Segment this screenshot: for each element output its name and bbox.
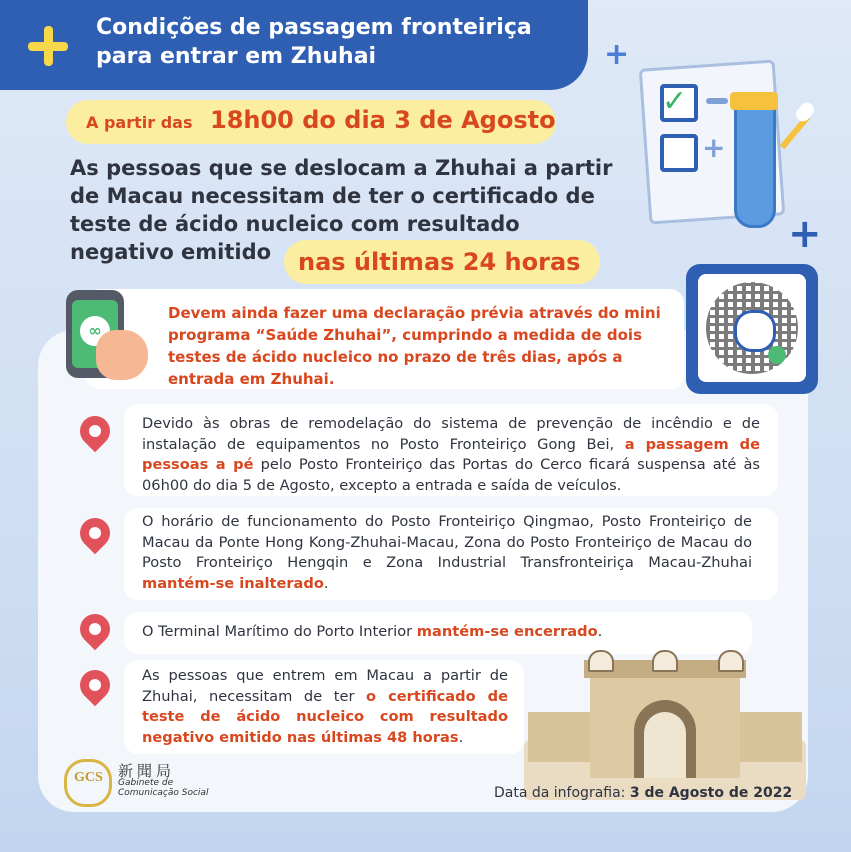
infographic-date: [494, 785, 792, 801]
logo-line-2: Comunicação Social: [118, 788, 209, 798]
declaration-text: Devem ainda fazer uma declaração prévia através do mini programa “Saúde Zhuhai”, cumprindo a medida de dois testes de ácido nucleico no prazo de três dias, após a entrada em Zhuhai.: [168, 304, 661, 388]
logo-initials: GCS: [74, 770, 103, 785]
checkmark-icon: ✓: [662, 84, 688, 119]
logo-line-1: Gabinete de: [118, 778, 174, 788]
dome-icon: [652, 650, 678, 672]
date-value: 3 de Agosto de 2022: [629, 785, 793, 801]
mini-program-icon: ∞: [80, 316, 110, 346]
date-prefix: A partir das: [86, 113, 193, 132]
qr-center-logo: [734, 310, 776, 352]
dash-icon: [706, 98, 728, 104]
hand-illustration: [96, 330, 148, 380]
dome-icon: [588, 650, 614, 672]
swab-tip: [793, 100, 817, 124]
hours-highlight: nas últimas 24 horas: [298, 248, 581, 276]
plus-icon: +: [788, 211, 822, 257]
title-line-1: Condições de passagem fronteiriça: [96, 15, 532, 40]
test-tube-cap: [730, 92, 778, 110]
title-line-2: para entrar em Zhuhai: [96, 44, 377, 69]
test-tube-icon: [734, 104, 776, 228]
building-wing: [736, 712, 802, 762]
date-label: Data da infografia:: [494, 785, 626, 801]
building-wing: [528, 712, 594, 762]
item-text: Devido às obras de remodelação do sistema de prevenção de incêndio e de instalação de equipamentos no Posto Fronteiriço Gong Bei, a passagem de pessoas a pé pelo Posto Fronteiriço das Portas do Cerco ficará suspensa até às 06h00 do dia 5 de Agosto, excepto a entrada e saída de veículos.: [142, 415, 761, 494]
logo-name: [118, 778, 208, 798]
plus-icon: +: [702, 131, 726, 164]
checkbox-icon: [660, 134, 698, 172]
date-value: 18h00 do dia 3 de Agosto: [210, 106, 556, 134]
plus-icon: [28, 26, 68, 66]
intro-text: As pessoas que se deslocam a Zhuhai a partir de Macau necessitam de ter o certificado de teste de ácido nucleico com resultado negativo emitido: [70, 156, 613, 264]
item-text: As pessoas que entrem em Macau a partir de Zhuhai, necessitam de ter o certificado de teste de ácido nucleico com resultado negativo emitido nas últimas 48 horas.: [142, 667, 508, 746]
page-title: [96, 13, 576, 71]
dome-icon: [718, 650, 744, 672]
logo-chinese: 新聞局: [118, 762, 176, 780]
mini-program-icon: [768, 346, 786, 364]
item-text: O horário de funcionamento do Posto Fronteiriço Qingmao, Posto Fronteiriço de Macau da Ponte Hong Kong-Zhuhai-Macau, Zona do Posto Fronteiriço de Macau do Posto Fronteiriço Hengqin e Zona Industrial Transfronteiriça Macau-Zhuhai mantém-se inalterado.: [142, 513, 752, 592]
plus-icon: +: [604, 37, 630, 72]
building-arch-inner: [644, 712, 686, 778]
item-text: O Terminal Marítimo do Porto Interior mantém-se encerrado.: [142, 623, 603, 640]
